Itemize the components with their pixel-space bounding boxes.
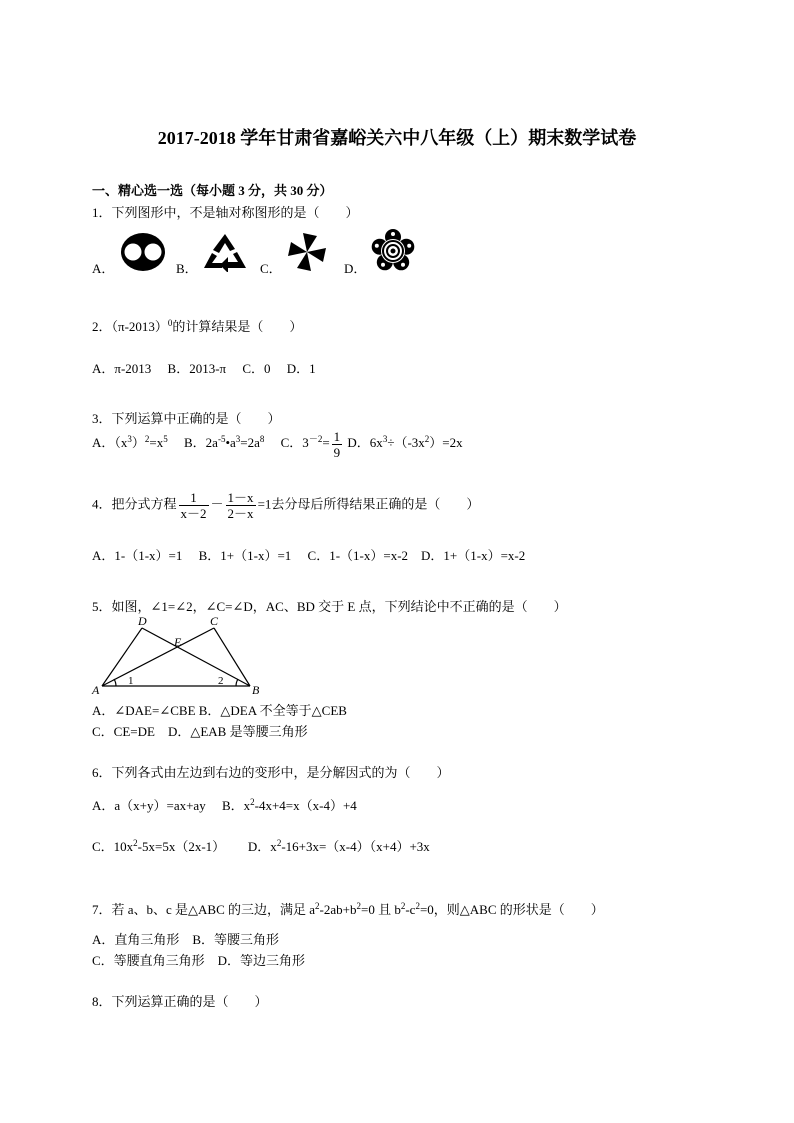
question-6-options-line-1: A．a（x+y）=ax+ay B．$x^2-4x+4=x(x-4)+4$ xyxy=(92,797,357,813)
q4-fraction-2: $\frac{1-x}{2-x}$ xyxy=(227,490,254,521)
q4-fraction-1: $\frac{1}{x-2}$ xyxy=(180,490,207,521)
question-7-options-line-1: A．直角三角形 B．等腰三角形 xyxy=(92,932,280,947)
q3-opt-a: A．$(x^3)^2=x^5$ xyxy=(92,434,168,450)
question-5-options-line-1: A．∠DAE=∠CBE B．△DEA 不全等于△CEB xyxy=(92,703,347,718)
q3-fraction: $\frac{1}{9}$ xyxy=(333,428,341,460)
flower-icon xyxy=(370,228,416,274)
question-6-options-line-2: C．$10x^2-5x=5x(2x-1)$ D．$x^2-16+3x=(x-4)(x+4)+3x$ xyxy=(92,838,430,854)
q1-option-a-label: A． xyxy=(92,261,115,276)
question-1-stem: 1．下列图形中，不是轴对称图形的是（ ） xyxy=(92,205,359,220)
q2-stem-tail: 的计算结果是（ ） xyxy=(172,319,303,334)
question-5-options-line-2: C．CE=DE D．△EAB 是等腰三角形 xyxy=(92,724,308,739)
question-2-options: A．π-2013 B．2013-π C．0 D．1 xyxy=(92,361,316,376)
q3-opt-d: D．$6x^3\div(-3x^2)=2x$ xyxy=(347,434,463,450)
question-4-stem: 4．把分式方程 $\frac{1}{x-2}$ － $\frac{1-x}{2-x}$ =1去分母后所得结果正确的是（ ） xyxy=(92,490,480,521)
question-7-stem: 7．若 a、b、c 是△ABC 的三边，满足 $a^2-2ab+b^2=0$ 且 $b^2-c^2=0$，则△ABC 的形状是（ ） xyxy=(92,901,604,917)
pinwheel-icon xyxy=(286,232,328,272)
question-2-stem xyxy=(92,316,302,335)
section-heading: 一、精心选一选（每小题 3 分，共 30 分） xyxy=(92,183,333,198)
question-8-stem: 8．下列运算正确的是（ ） xyxy=(92,994,268,1009)
page-title: 2017-2018 学年甘肃省嘉峪关六中八年级（上）期末数学试卷 xyxy=(157,128,637,148)
question-4-options: A．1-（1-x）=1 B．1+（1-x）=1 C．1-（1-x）=x-2 D．1+（1-x）=x-2 xyxy=(92,548,526,563)
q2-exponent: 0 xyxy=(167,318,173,328)
q1-option-b-label: B． xyxy=(176,261,198,276)
triangle-figure xyxy=(90,612,270,698)
q1-option-c-label: C． xyxy=(260,261,282,276)
question-7-options-line-2: C．等腰直角三角形 D．等边三角形 xyxy=(92,953,306,968)
question-3-stem: 3．下列运算中正确的是（ ） xyxy=(92,411,281,426)
two-circles-icon xyxy=(120,232,166,272)
q2-stem-text: 2．（π-2013） xyxy=(92,319,168,334)
question-6-stem: 6．下列各式由左边到右边的变形中，是分解因式的为（ ） xyxy=(92,765,450,780)
recycle-icon xyxy=(202,232,248,272)
label-e: E xyxy=(174,635,182,649)
q3-opt-b: B．$2a^{-5}•a^3=2a^8$ xyxy=(171,434,265,450)
label-c: C xyxy=(210,614,219,628)
q3-opt-c: C．$3^{-2}=$ $\frac{1}{9}$ xyxy=(267,428,341,460)
q1-option-d-label: D． xyxy=(344,261,367,276)
question-3-options xyxy=(92,428,463,460)
question-5-stem: 5．如图，∠1=∠2，∠C=∠D，AC、BD 交于 E 点，下列结论中不正确的是（ ） xyxy=(92,599,567,614)
angle-2-label: 2 xyxy=(218,675,224,687)
label-a: A xyxy=(92,683,100,697)
label-d: D xyxy=(138,614,147,628)
label-b: B xyxy=(252,683,260,697)
angle-1-label: 1 xyxy=(128,675,134,687)
